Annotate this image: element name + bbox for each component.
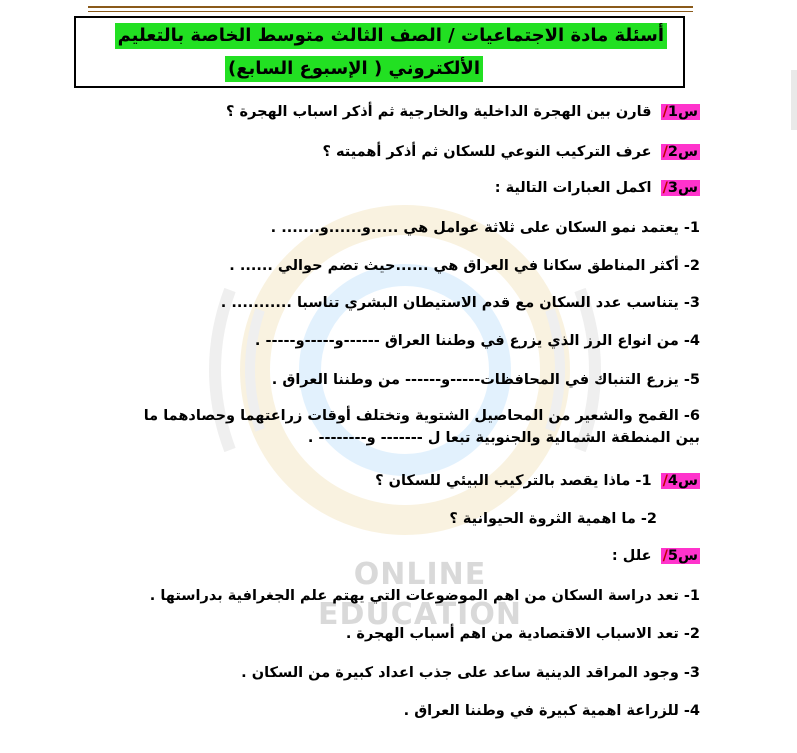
question-1-label: س1/ — [662, 104, 698, 120]
question-2-label: س2/ — [662, 144, 698, 160]
question-1-text: قارن بين الهجرة الداخلية والخارجية ثم أذكر اسباب الهجرة ؟ — [226, 104, 652, 120]
question-5 — [612, 545, 700, 567]
question-3-text: اكمل العبارات التالية : — [494, 180, 652, 196]
question-5-label: س5/ — [662, 548, 698, 564]
question-3-item-5: 5- يزرع التنباك في المحافظات-----و------ من وطننا العراق . — [271, 372, 700, 388]
title-line-2: الألكتروني ( الإسبوع السابع) — [225, 56, 483, 82]
question-3-item-2: 2- أكثر المناطق سكانا في العراق هي ......حيث تضم حوالي ...... . — [229, 258, 700, 274]
question-4-text: 1- ماذا يقصد بالتركيب البيئي للسكان ؟ — [375, 473, 652, 489]
question-4-label: س4/ — [662, 473, 698, 489]
question-5-item-4: 4- للزراعة اهمية كبيرة في وطننا العراق . — [403, 703, 700, 719]
question-5-text: علل : — [611, 548, 652, 564]
question-3-item-6: 6- القمح والشعير من المحاصيل الشتوية وتختلف أوقات زراعتهما وحصادهما ما بين المنطقة الشمالية والجنوبية تبعا ل ------- و-------- . — [143, 408, 700, 446]
question-3-item-1: 1- يعتمد نمو السكان على ثلاثة عوامل هي .....و......و....... . — [270, 220, 700, 236]
question-3 — [495, 177, 700, 199]
page-edge-shadow — [791, 70, 797, 130]
question-2-text: عرف التركيب النوعي للسكان ثم أذكر أهميته ؟ — [322, 144, 652, 160]
question-3-item-3: 3- يتناسب عدد السكان مع قدم الاستيطان البشري تناسبا ........... . — [220, 295, 700, 311]
title-line-1: أسئلة مادة الاجتماعيات / الصف الثالث متوسط الخاصة بالتعليم — [115, 23, 667, 49]
question-4 — [375, 470, 700, 492]
question-1 — [226, 101, 700, 123]
question-5-item-2: 2- تعد الاسباب الاقتصادية من اهم أسباب الهجرة . — [345, 626, 700, 642]
watermark-text: ONLINE EDUCATION — [318, 557, 522, 632]
question-5-item-1: 1- تعد دراسة السكان من اهم الموضوعات التي يهتم علم الجغرافية بدراستها . — [149, 588, 700, 604]
title-box — [74, 16, 685, 88]
top-decorative-rule — [88, 6, 693, 12]
question-2 — [323, 141, 700, 163]
question-5-item-3: 3- وجود المراقد الدينية ساعد على جذب اعداد كبيرة من السكان . — [241, 665, 700, 681]
question-3-item-4: 4- من انواع الرز الذي يزرع في وطننا العراق ------و-----و----- . — [254, 333, 700, 349]
question-4-item-2: 2- ما اهمية الثروة الحيوانية ؟ — [449, 511, 657, 527]
question-3-label: س3/ — [662, 180, 698, 196]
